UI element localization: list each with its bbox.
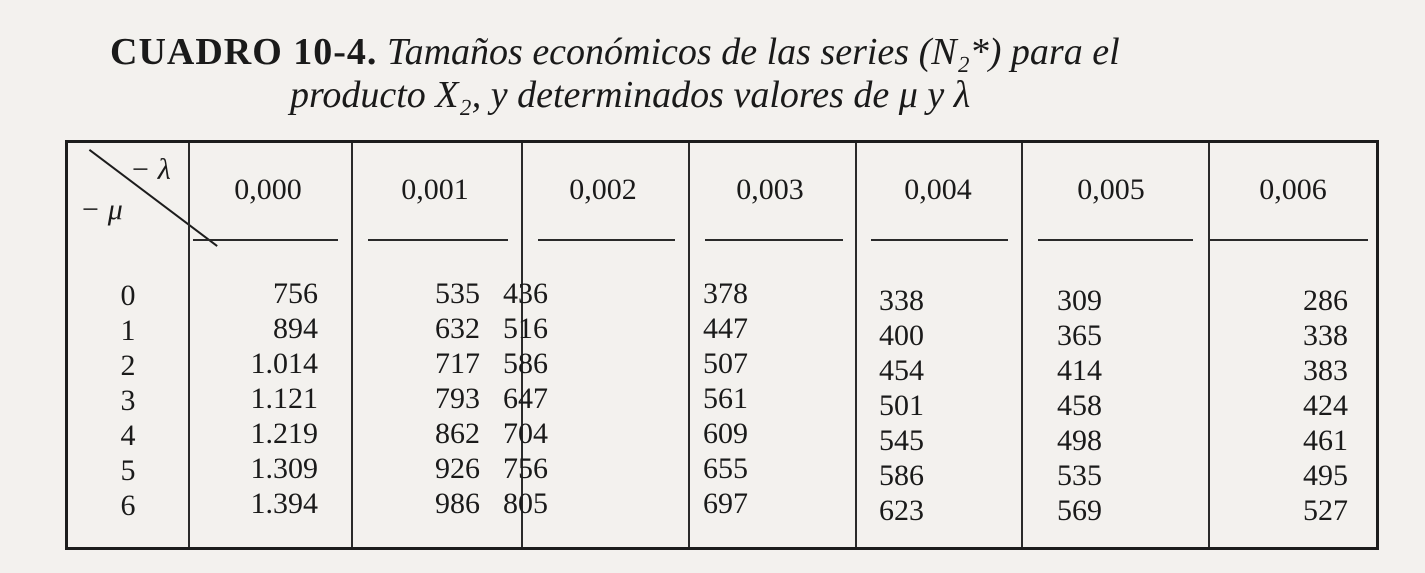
table-cell: 926 [435, 452, 480, 485]
column-header: 0,005 [1077, 173, 1145, 206]
table-cell: 461 [1303, 424, 1348, 457]
column-header: 0,002 [569, 173, 637, 206]
column-divider [351, 143, 353, 547]
table-cell: 498 [1057, 424, 1102, 457]
corner-cell [68, 143, 193, 243]
header-rule [1208, 239, 1368, 241]
header-rule [193, 239, 338, 241]
column-header: 0,006 [1259, 173, 1327, 206]
value-column [992, 283, 1102, 528]
table-cell: 697 [703, 487, 748, 520]
column-header: 0,001 [401, 173, 469, 206]
caption-title-line-2: producto X₂, y determinados valores de μ y λ [290, 74, 971, 116]
column-divider [188, 143, 190, 547]
table-cell: 805 [503, 487, 548, 520]
table-cell: 717 [435, 347, 480, 380]
table-cell: 561 [703, 382, 748, 415]
row-label: 5 [120, 454, 136, 487]
table-cell: 756 [503, 452, 548, 485]
table-cell: 655 [703, 452, 748, 485]
mu-label: − μ [80, 193, 123, 226]
table-cell: 545 [879, 424, 924, 457]
header-rule [368, 239, 508, 241]
table-cell: 535 [435, 277, 480, 310]
value-column [638, 276, 748, 521]
row-label: 6 [120, 489, 136, 522]
table-cell: 365 [1057, 319, 1102, 352]
caption-label: CUADRO 10-4. [110, 31, 378, 73]
column-header: 0,003 [736, 173, 804, 206]
table-cell: 338 [1303, 319, 1348, 352]
table-cell: 986 [435, 487, 480, 520]
table-cell: 894 [273, 312, 318, 345]
table-cell: 454 [879, 354, 924, 387]
header-rule [1038, 239, 1193, 241]
table-cell: 793 [435, 382, 480, 415]
table-cell: 501 [879, 389, 924, 422]
row-labels [88, 278, 168, 523]
table-cell: 647 [503, 382, 548, 415]
table-cell: 383 [1303, 354, 1348, 387]
table-cell: 1.309 [250, 452, 318, 485]
table-cell: 1.121 [250, 382, 318, 415]
table-cell: 309 [1057, 284, 1102, 317]
table-cell: 862 [435, 417, 480, 450]
column-divider [1208, 143, 1210, 547]
table-cell: 400 [879, 319, 924, 352]
caption-line-1 [110, 30, 1120, 74]
table-cell: 1.394 [250, 487, 318, 520]
row-label: 2 [120, 349, 136, 382]
row-label: 1 [120, 314, 136, 347]
table-cell: 447 [703, 312, 748, 345]
table-cell: 756 [273, 277, 318, 310]
table-cell: 1.219 [250, 417, 318, 450]
table-cell: 586 [879, 459, 924, 492]
lambda-label: − λ [130, 153, 171, 186]
header-rule [871, 239, 1008, 241]
column-header: 0,000 [234, 173, 302, 206]
value-column [1238, 283, 1348, 528]
row-label: 4 [120, 419, 136, 452]
column-header: 0,004 [904, 173, 972, 206]
table-cell: 436 [503, 277, 548, 310]
caption-title-line-1: Tamaños económicos de las series (N₂*) para el [386, 31, 1120, 73]
table-cell: 704 [503, 417, 548, 450]
table-cell: 632 [435, 312, 480, 345]
table-cell: 623 [879, 494, 924, 527]
row-label: 3 [120, 384, 136, 417]
table-cell: 338 [879, 284, 924, 317]
header-rule [538, 239, 675, 241]
data-table [65, 140, 1379, 550]
table-cell: 424 [1303, 389, 1348, 422]
table-cell: 1.014 [250, 347, 318, 380]
table-cell: 569 [1057, 494, 1102, 527]
table-cell: 286 [1303, 284, 1348, 317]
row-label: 0 [120, 279, 136, 312]
table-cell: 507 [703, 347, 748, 380]
table-cell: 516 [503, 312, 548, 345]
table-cell: 527 [1303, 494, 1348, 527]
table-cell: 378 [703, 277, 748, 310]
table-cell: 414 [1057, 354, 1102, 387]
table-cell: 609 [703, 417, 748, 450]
table-cell: 586 [503, 347, 548, 380]
value-column [208, 276, 318, 521]
table-cell: 495 [1303, 459, 1348, 492]
header-rule [705, 239, 843, 241]
value-column [814, 283, 924, 528]
table-cell: 535 [1057, 459, 1102, 492]
table-cell: 458 [1057, 389, 1102, 422]
value-column [438, 276, 548, 521]
